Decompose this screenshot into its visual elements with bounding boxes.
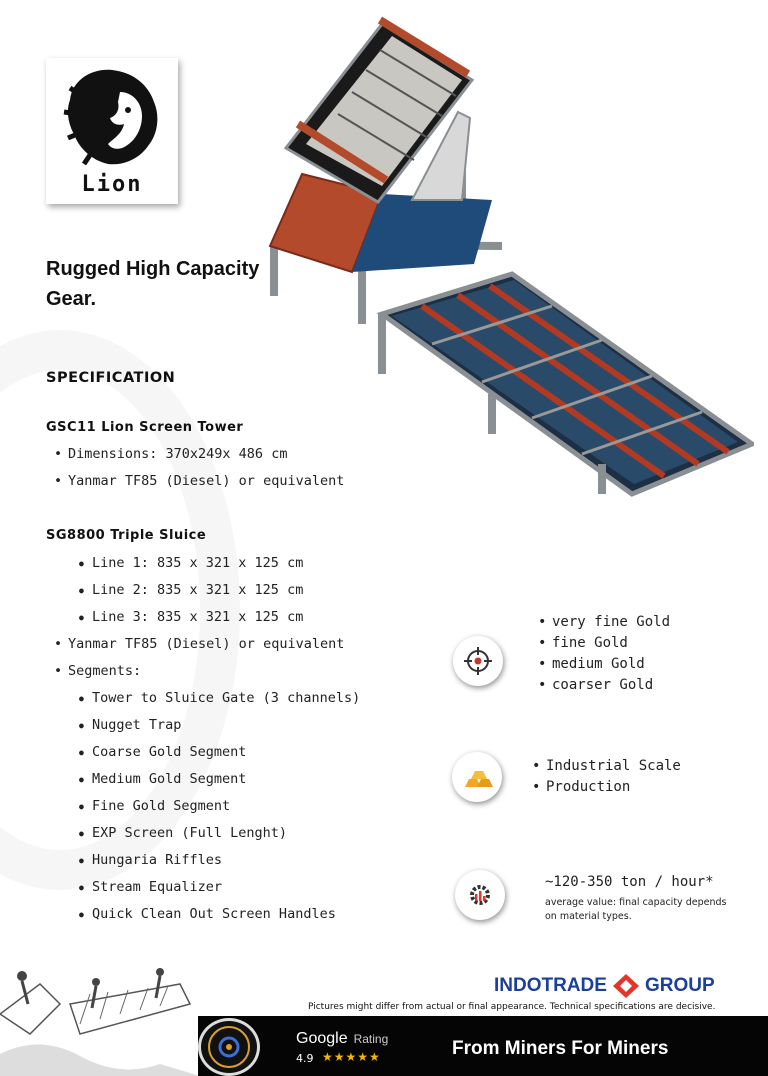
scale-item: • Industrial Scale: [532, 756, 681, 777]
sluice-heading: SG8800 Triple Sluice: [46, 528, 207, 543]
segment-item: ● Tower to Sluice Gate (3 channels): [92, 690, 360, 706]
company-name-part: GROUP: [644, 975, 715, 996]
sluice-machine-image: [262, 14, 754, 500]
indotrade-emblem-icon: [613, 974, 639, 998]
indotrade-logo: [494, 974, 715, 998]
segment-item: ● Quick Clean Out Screen Handles: [92, 906, 336, 922]
tower-engine: • Yanmar TF85 (Diesel) or equivalent: [68, 473, 344, 489]
company-name-part: INDOTRADE: [494, 975, 607, 996]
gear-chart-icon: [467, 882, 493, 908]
segment-item: ● Nugget Trap: [92, 717, 181, 733]
segment-item: ● Medium Gold Segment: [92, 771, 246, 787]
target-badge: [453, 636, 503, 686]
slogan: From Miners For Miners: [452, 1038, 669, 1059]
scale-item: • Production: [532, 777, 681, 798]
segment-item: ● Fine Gold Segment: [92, 798, 230, 814]
rating-value: 4.9: [296, 1052, 314, 1065]
segment-item: ● Coarse Gold Segment: [92, 744, 246, 760]
lion-logo-card: [46, 58, 178, 204]
gold-bars-icon: [461, 765, 493, 789]
capacity-value: ~120-350 ton / hour*: [545, 874, 714, 890]
capacity-note: average value: final capacity depends on material types.: [545, 897, 727, 922]
gold-bars-badge: [452, 752, 502, 802]
gold-type-item: • very fine Gold: [538, 612, 670, 633]
sluice-line-1: ● Line 1: 835 x 321 x 125 cm: [92, 555, 303, 571]
sluice-engine: • Yanmar TF85 (Diesel) or equivalent: [68, 636, 344, 652]
tagline: Rugged High Capacity Gear.: [46, 258, 260, 310]
lion-head-icon: [62, 66, 162, 170]
google-wordmark: Google: [296, 1030, 348, 1047]
segment-item: ● Hungaria Riffles: [92, 852, 222, 868]
gold-types-list: [538, 612, 670, 696]
sluice-line-3: ● Line 3: 835 x 321 x 125 cm: [92, 609, 303, 625]
gold-type-item: • fine Gold: [538, 633, 670, 654]
logo-text: Lion: [81, 172, 143, 197]
segment-item: ● Stream Equalizer: [92, 879, 222, 895]
segment-item: ● EXP Screen (Full Lenght): [92, 825, 287, 841]
gold-type-item: • coarser Gold: [538, 675, 670, 696]
sluice-line-2: ● Line 2: 835 x 321 x 125 cm: [92, 582, 303, 598]
specification-heading: SPECIFICATION: [46, 370, 176, 386]
tower-heading: GSC11 Lion Screen Tower: [46, 420, 244, 435]
tower-dimensions: • Dimensions: 370x249x 486 cm: [68, 446, 287, 462]
rating-word: Rating: [353, 1032, 389, 1046]
miners-sketch-image: [0, 964, 200, 1076]
capacity-badge: [455, 870, 505, 920]
mining-company-logo: [198, 1018, 260, 1076]
crosshair-icon: [464, 647, 492, 675]
disclaimer: Pictures might differ from actual or final appearance. Technical specifications are decisive.: [308, 1002, 716, 1012]
gold-type-item: • medium Gold: [538, 654, 670, 675]
google-rating-label: [296, 1030, 388, 1048]
mining-logo-icon: [201, 1021, 257, 1073]
rating-stars: ★★★★★: [322, 1050, 381, 1064]
scale-list: [532, 756, 681, 798]
segments-label: • Segments:: [68, 663, 141, 679]
